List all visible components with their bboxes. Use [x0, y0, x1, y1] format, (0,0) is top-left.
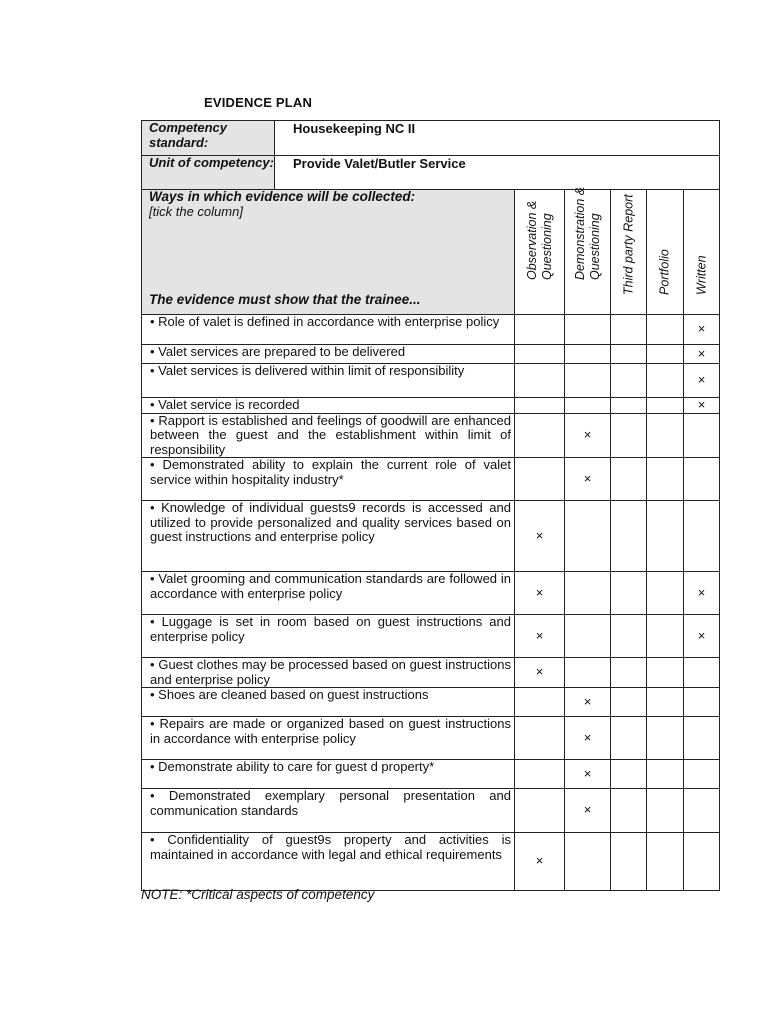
evidence-mark-cell [611, 688, 647, 717]
evidence-mark-cell [515, 501, 565, 572]
evidence-mark-cell [647, 789, 684, 833]
evidence-mark-cell [647, 717, 684, 760]
column-header-observation [515, 190, 565, 315]
evidence-mark-cell [565, 760, 611, 789]
tick-mark: × [697, 627, 706, 643]
evidence-mark-cell [515, 615, 565, 658]
evidence-mark-cell [565, 717, 611, 760]
evidence-mark-cell [684, 658, 720, 688]
criteria-text: • Valet services is delivered within limit of responsibility [142, 364, 515, 398]
evidence-mark-cell [611, 345, 647, 364]
tick-mark: × [583, 729, 592, 745]
criteria-text: • Repairs are made or organized based on guest instructions in accordance with enterprise policy [142, 717, 515, 760]
evidence-mark-cell [515, 315, 565, 345]
unit-of-competency-label: Unit of competency: [142, 156, 275, 190]
criteria-row [142, 345, 720, 364]
tick-mark: × [535, 527, 544, 543]
evidence-mark-cell [684, 717, 720, 760]
column-header-portfolio-label: Portfolio [657, 249, 672, 295]
tick-mark: × [583, 802, 592, 818]
criteria-text: • Role of valet is defined in accordance with enterprise policy [142, 315, 515, 345]
evidence-mark-cell [565, 615, 611, 658]
criteria-text: • Demonstrate ability to care for guest d property* [142, 760, 515, 789]
evidence-mark-cell [647, 413, 684, 458]
tick-mark: × [535, 664, 544, 680]
evidence-mark-cell [611, 615, 647, 658]
criteria-row [142, 398, 720, 414]
evidence-mark-cell [565, 658, 611, 688]
evidence-mark-cell [611, 717, 647, 760]
evidence-mark-cell [565, 345, 611, 364]
evidence-mark-cell [565, 501, 611, 572]
evidence-mark-cell [565, 789, 611, 833]
evidence-mark-cell [515, 572, 565, 615]
column-header-demonstration-label: Demonstration & Questioning [572, 186, 602, 280]
tick-mark: × [697, 584, 706, 600]
criteria-text: • Rapport is established and feelings of goodwill are enhanced between the guest and the establishment within limit of responsibility [142, 413, 515, 458]
evidence-mark-cell [611, 315, 647, 345]
evidence-mark-cell [515, 398, 565, 414]
column-header-observation-label: Observation & Questioning [524, 200, 554, 280]
criteria-text: • Confidentiality of guest9s property and activities is maintained in accordance with legal and ethical requirements [142, 833, 515, 891]
evidence-mark-cell [684, 615, 720, 658]
tick-mark: × [583, 765, 592, 781]
evidence-mark-cell [684, 458, 720, 501]
criteria-row [142, 572, 720, 615]
criteria-row [142, 501, 720, 572]
tick-mark: × [697, 321, 706, 337]
tick-mark: × [583, 693, 592, 709]
evidence-mark-cell [647, 345, 684, 364]
column-header-third-party-label: Third party Report [621, 194, 635, 295]
evidence-mark-cell [515, 413, 565, 458]
competency-standard-value: Housekeeping NC II [275, 121, 720, 156]
evidence-mark-cell [647, 315, 684, 345]
evidence-mark-cell [515, 345, 565, 364]
criteria-row [142, 688, 720, 717]
evidence-mark-cell [515, 458, 565, 501]
evidence-mark-cell [684, 833, 720, 891]
evidence-mark-cell [684, 315, 720, 345]
unit-of-competency-value: Provide Valet/Butler Service [275, 156, 720, 190]
tick-mark: × [697, 372, 706, 388]
evidence-mark-cell [515, 789, 565, 833]
evidence-mark-cell [684, 413, 720, 458]
criteria-row [142, 315, 720, 345]
evidence-mark-cell [611, 789, 647, 833]
evidence-mark-cell [647, 572, 684, 615]
evidence-methods-header-row [142, 190, 720, 315]
evidence-mark-cell [515, 658, 565, 688]
evidence-mark-cell [515, 717, 565, 760]
evidence-mark-cell [611, 398, 647, 414]
competency-standard-label: Competency standard: [142, 121, 275, 156]
evidence-mark-cell [611, 760, 647, 789]
evidence-mark-cell [684, 789, 720, 833]
ways-instruction: [tick the column] [149, 204, 243, 219]
evidence-mark-cell [647, 688, 684, 717]
evidence-mark-cell [647, 615, 684, 658]
criteria-text: • Valet grooming and communication standards are followed in accordance with enterprise policy [142, 572, 515, 615]
evidence-mark-cell [565, 413, 611, 458]
criteria-row [142, 717, 720, 760]
evidence-mark-cell [684, 501, 720, 572]
evidence-mark-cell [515, 833, 565, 891]
evidence-mark-cell [684, 572, 720, 615]
evidence-mark-cell [684, 364, 720, 398]
column-header-written-label: Written [694, 255, 709, 295]
column-header-third-party [611, 190, 647, 315]
footnote: NOTE: *Critical aspects of competency [141, 887, 375, 902]
trainee-evidence-heading: The evidence must show that the trainee... [149, 291, 421, 307]
evidence-mark-cell [684, 345, 720, 364]
evidence-mark-cell [565, 315, 611, 345]
criteria-row [142, 658, 720, 688]
evidence-mark-cell [515, 364, 565, 398]
evidence-mark-cell [565, 458, 611, 501]
evidence-mark-cell [565, 833, 611, 891]
criteria-text: • Valet services are prepared to be delivered [142, 345, 515, 364]
evidence-mark-cell [515, 760, 565, 789]
tick-mark: × [583, 470, 592, 486]
tick-mark: × [535, 584, 544, 600]
evidence-mark-cell [611, 572, 647, 615]
tick-mark: × [535, 853, 544, 869]
criteria-text: • Guest clothes may be processed based on guest instructions and enterprise policy [142, 658, 515, 688]
criteria-text: • Knowledge of individual guests9 records is accessed and utilized to provide personalized and quality services based on guest instructions and enterprise policy [142, 501, 515, 572]
evidence-mark-cell [647, 833, 684, 891]
criteria-row [142, 615, 720, 658]
column-header-written [684, 190, 720, 315]
criteria-row [142, 413, 720, 458]
evidence-mark-cell [611, 501, 647, 572]
evidence-mark-cell [611, 413, 647, 458]
evidence-mark-cell [684, 760, 720, 789]
evidence-mark-cell [647, 458, 684, 501]
evidence-mark-cell [647, 760, 684, 789]
evidence-mark-cell [565, 688, 611, 717]
competency-standard-row [142, 121, 720, 156]
criteria-text: • Luggage is set in room based on guest instructions and enterprise policy [142, 615, 515, 658]
evidence-mark-cell [611, 458, 647, 501]
column-header-portfolio [647, 190, 684, 315]
criteria-text: • Valet service is recorded [142, 398, 515, 414]
tick-mark: × [583, 427, 592, 442]
tick-mark: × [697, 397, 706, 412]
column-header-demonstration [565, 186, 611, 315]
evidence-plan-table [141, 120, 720, 891]
evidence-mark-cell [647, 398, 684, 414]
criteria-row [142, 458, 720, 501]
tick-mark: × [697, 345, 706, 361]
evidence-mark-cell [647, 658, 684, 688]
evidence-mark-cell [611, 658, 647, 688]
evidence-mark-cell [565, 398, 611, 414]
document-title: EVIDENCE PLAN [204, 95, 313, 110]
evidence-mark-cell [647, 501, 684, 572]
tick-mark: × [535, 627, 544, 643]
evidence-mark-cell [611, 833, 647, 891]
criteria-row [142, 833, 720, 891]
evidence-mark-cell [611, 364, 647, 398]
unit-of-competency-row [142, 156, 720, 190]
evidence-methods-header [142, 190, 515, 315]
evidence-mark-cell [565, 364, 611, 398]
evidence-mark-cell [515, 688, 565, 717]
criteria-text: • Demonstrated exemplary personal presentation and communication standards [142, 789, 515, 833]
criteria-row [142, 789, 720, 833]
ways-title: Ways in which evidence will be collected: [149, 189, 416, 204]
evidence-mark-cell [565, 572, 611, 615]
criteria-text: • Shoes are cleaned based on guest instructions [142, 688, 515, 717]
evidence-mark-cell [684, 398, 720, 414]
evidence-mark-cell [684, 688, 720, 717]
evidence-mark-cell [647, 364, 684, 398]
criteria-row [142, 364, 720, 398]
criteria-row [142, 760, 720, 789]
criteria-text: • Demonstrated ability to explain the current role of valet service within hospitality industry* [142, 458, 515, 501]
